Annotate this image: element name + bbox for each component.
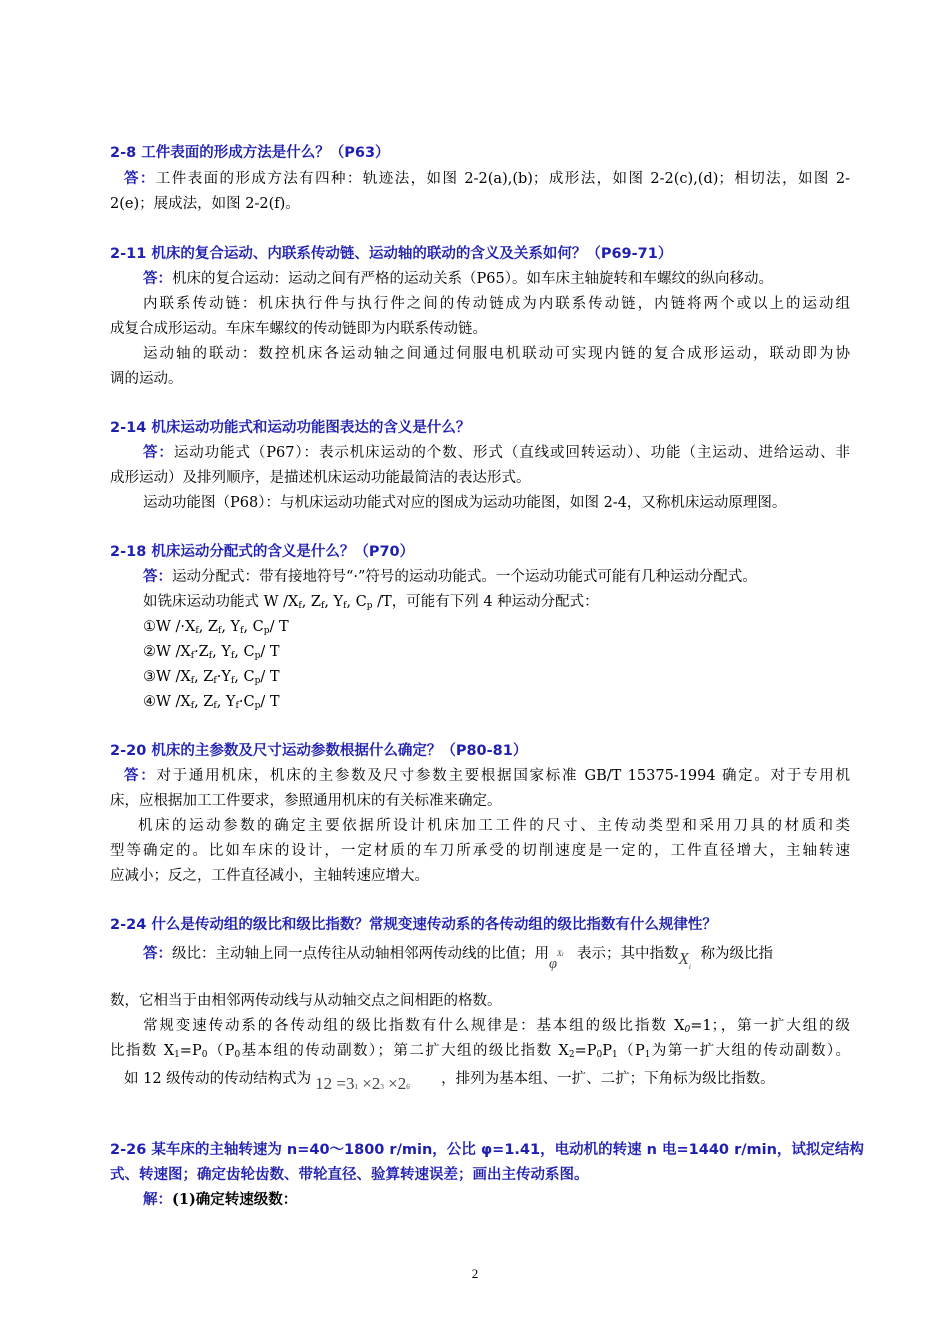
phi-xi-symbol: $\varphi^{Xi}$ — [549, 949, 564, 972]
answer-2-8-line2: 2(e)；展成法，如图 2-2(f)。 — [110, 196, 300, 212]
answer-2-14-p1-line1: 答：运动功能式（P67）：表示机床运动的个数、形式（直线或回转运动）、功能（主运动、进给运动、非 — [143, 444, 851, 461]
answer-2-24-p3: 如 12 级传动的传动结构式为 12 =31 ×23 ×26 ，排列为基本组、一扩、二扩；下角标为级比指数。 — [124, 1068, 850, 1091]
answer-2-14-p2: 运动功能图（P68）：与机床运动功能式对应的图成为运动功能图，如图 2-4，又称机床运动原理图。 — [143, 495, 787, 511]
question-2-11-title: 2-11 机床的复合运动、内联系传动链、运动轴的联动的含义及关系如何？（P69-71） — [110, 246, 673, 262]
distribution-item-1: ①W $/\cdot X_f$, $Z_f$, $Y_f$, $C_p/$ T — [143, 619, 289, 636]
answer-2-24-p1-line1: 答：级比：主动轴上同一点传往从动轴相邻两传动线的比值；用$\varphi^{Xi}$ 表示；其中指数$X_i$称为级比指 — [143, 943, 850, 967]
question-2-20-title: 2-20 机床的主参数及尺寸运动参数根据什么确定？（P80-81） — [110, 743, 528, 759]
solution-2-26: 解：(1)确定转速级数： — [143, 1191, 298, 1208]
answer-2-24-p1-line2: 数，它相当于由相邻两传动线与从动轴交点之间相距的格数。 — [110, 993, 502, 1009]
question-2-24-title: 2-24 什么是传动组的级比和级比指数？常规变速传动系的各传动组的级比指数有什么规律性？ — [110, 917, 717, 933]
answer-2-11-p1: 答：机床的复合运动：运动之间有严格的运动关系（P65）。如车床主轴旋转和车螺纹的纵向移动。 — [143, 270, 773, 287]
answer-2-11-p3-line2: 调的运动。 — [110, 371, 183, 387]
distribution-item-2: ②W $/X_f\cdot Z_f$, $Y_f$, $C_p/$ T — [143, 644, 280, 661]
answer-2-18-p2: 如铣床运动功能式 W $/X_f$, $Z_f$, $Y_f$, $C_p$ /T，可能有下列 4 种运动分配式： — [143, 594, 599, 611]
answer-2-20-p2-line2: 型等确定的。比如车床的设计，一定材质的车刀所承受的切削速度是一定的，工件直径增大，主轴转速 — [110, 843, 850, 859]
answer-2-18-p1: 答：运动分配式：带有接地符号“·”符号的运动功能式。一个运动功能式可能有几种运动分配式。 — [143, 568, 757, 585]
question-2-26-title-line1: 2-26 某车床的主轴转速为 n=40～1800 r/min，公比 φ=1.41，电动机的转速 n 电=1440 r/min，试拟定结构 — [110, 1142, 864, 1158]
answer-2-20-p1-line1: 答：对于通用机床，机床的主参数及尺寸参数主要根据国家标准 GB/T 15375-1994 确定。对于专用机 — [124, 767, 850, 784]
answer-2-11-p3-line1: 运动轴的联动：数控机床各运动轴之间通过伺服电机联动可实现内链的复合成形运动，联动即为协 — [143, 346, 850, 362]
answer-2-20-p1-line2: 床，应根据加工工件要求，参照通用机床的有关标准来确定。 — [110, 793, 502, 809]
structure-formula: 12 =31 ×23 ×26 — [315, 1074, 410, 1093]
page-number: 2 — [471, 1266, 479, 1281]
distribution-item-3: ③W $/X_f$, $Z_f\cdot Y_f$, $C_p/$ T — [143, 669, 280, 686]
answer-2-20-p2-line1: 机床的运动参数的确定主要依据所设计机床加工工件的尺寸、主传动类型和采用刀具的材质和类 — [138, 818, 850, 834]
answer-2-20-p2-line3: 应减小；反之，工件直径减小，主轴转速应增大。 — [110, 868, 429, 884]
answer-2-24-p2-line1: 常规变速传动系的各传动组的级比指数有什么规律是：基本组的级比指数 $X_0=1$；，第一扩大组的级 — [143, 1018, 851, 1035]
answer-2-14-p1-line2: 成形运动）及排列顺序，是描述机床运动功能最简洁的表达形式。 — [110, 470, 531, 486]
question-2-14-title: 2-14 机床运动功能式和运动功能图表达的含义是什么？ — [110, 420, 471, 436]
answer-2-24-p2-line2: 比指数 $X_1=P_0(P_0$基本组的传动副数）；第二扩大组的级比指数 $X_2=P_0P_1(P_1$为第一扩大组的传动副数）。 — [110, 1043, 851, 1060]
answer-2-11-p2-line2: 成复合成形运动。车床车螺纹的传动链即为内联系传动链。 — [110, 321, 487, 337]
answer-2-8-line1: 答：工件表面的形成方法有四种：轨迹法，如图 2-2(a),(b)；成形法，如图 2-2(c),(d)；相切法，如图 2- — [124, 170, 851, 187]
question-2-8-title: 2-8 工件表面的形成方法是什么？（P63） — [110, 145, 390, 161]
distribution-item-4: ④W $/X_f$, $Z_f$, $Y_f\cdot C_p/$ T — [143, 694, 280, 711]
question-2-26-title-line2: 式、转速图；确定齿轮齿数、带轮直径、验算转速误差；画出主传动系图。 — [110, 1167, 589, 1183]
question-2-18-title: 2-18 机床运动分配式的含义是什么？（P70） — [110, 544, 415, 560]
answer-2-11-p2-line1: 内联系传动链：机床执行件与执行件之间的传动链成为内联系传动链，内链将两个或以上的运动组 — [143, 296, 850, 312]
xi-symbol: $X_i$ — [678, 949, 691, 971]
